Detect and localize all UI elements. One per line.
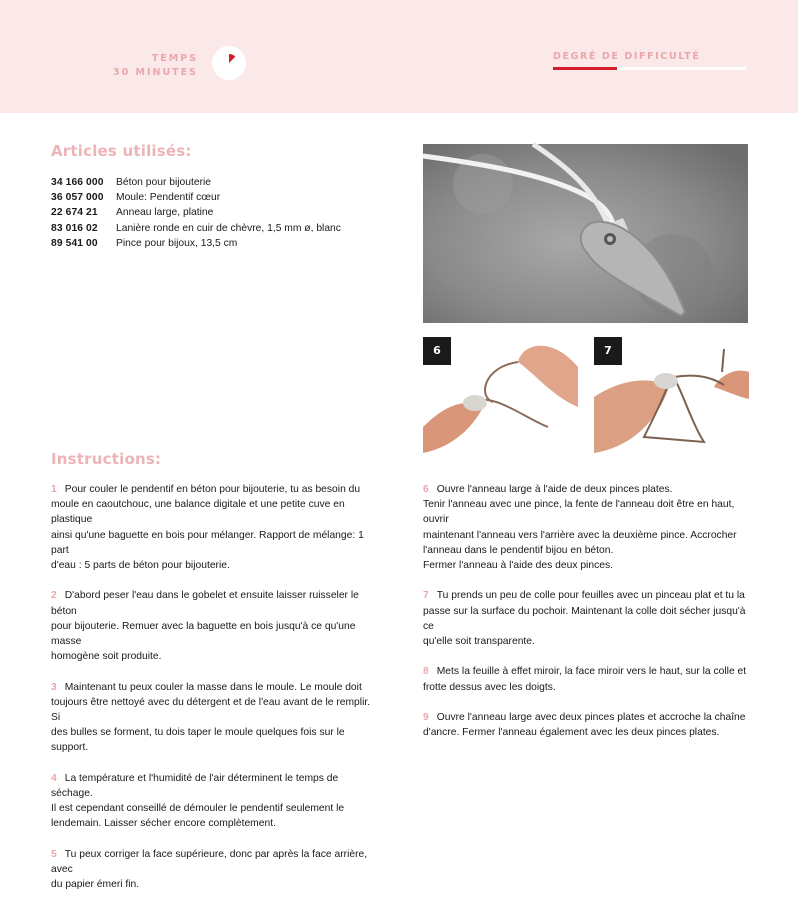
photo-step-6: [423, 337, 578, 453]
instruction-line: [423, 664, 753, 679]
step-text: D'abord peser l'eau dans le gobelet et ensuite laisser ruisseler le béton: [51, 590, 359, 617]
instructions-title: Instructions:: [51, 450, 162, 468]
instruction-line: [423, 528, 753, 543]
step-text: frotte dessus avec les doigts.: [423, 681, 556, 693]
instruction-step: [51, 588, 381, 664]
step-text: Mets la feuille à effet miroir, la face miroir vers le haut, sur la colle et: [436, 666, 747, 678]
article-name: Anneau large, platine: [116, 207, 214, 219]
step-number: 7: [423, 590, 429, 602]
instruction-line: [51, 695, 381, 725]
step-text: Tenir l'anneau avec une pince, la fente de l'anneau doit être en haut, ouvrir: [423, 499, 735, 526]
instruction-line: [51, 680, 381, 695]
instruction-line: [423, 710, 753, 725]
step-number: 3: [51, 681, 57, 693]
step-text: Pour couler le pendentif en béton pour bijouterie, tu as besoin du: [64, 484, 361, 495]
step-text: passe sur la surface du pochoir. Maintenant la colle doit sécher jusqu'à ce: [423, 605, 746, 632]
article-item: [51, 205, 341, 220]
step-text: Tu prends un peu de colle pour feuilles avec un pinceau plat et tu la: [436, 590, 745, 602]
article-name: Lanière ronde en cuir de chèvre, 1,5 mm ø, blanc: [116, 222, 341, 234]
instructions-right-column: [423, 482, 753, 756]
article-code: 22 674 21: [51, 207, 98, 219]
article-name: Pince pour bijoux, 13,5 cm: [116, 237, 238, 249]
instruction-line: [423, 725, 753, 740]
step-text: moule en caoutchouc, une balance digitale et une petite cuve en plastique: [51, 499, 345, 526]
step-text: qu'elle soit transparente.: [423, 636, 535, 648]
instruction-step: [51, 771, 381, 832]
instruction-line: [51, 588, 381, 618]
articles-title: Articles utilisés:: [51, 142, 192, 160]
step-text: Fermer l'anneau à l'aide des deux pinces.: [423, 560, 613, 572]
instruction-line: [51, 497, 381, 527]
instruction-line: [423, 604, 753, 634]
instruction-line: [423, 497, 753, 527]
instruction-line: [51, 801, 381, 816]
instructions-left-column: [51, 482, 381, 908]
step-number: 1: [51, 484, 57, 495]
instruction-line: [51, 847, 381, 877]
photo-step-7: [594, 337, 749, 453]
step-text: maintenant l'anneau vers l'arrière avec la deuxième pince. Accrocher: [423, 529, 737, 541]
step-text: l'anneau dans le pendentif bijou en béton.: [423, 544, 614, 556]
header-band: [0, 0, 798, 113]
difficulty-bar-fill: [553, 67, 617, 70]
article-code: 83 016 02: [51, 222, 98, 234]
instruction-line: [423, 558, 753, 573]
instruction-line: [423, 588, 753, 603]
time-label: TEMPS: [151, 53, 198, 64]
instruction-line: [51, 649, 381, 664]
article-code: 89 541 00: [51, 237, 98, 249]
article-item: [51, 190, 341, 205]
time-value: 30 MINUTES: [113, 67, 198, 78]
instruction-step: [423, 482, 753, 573]
instruction-step: [423, 710, 753, 740]
step-text: d'eau : 5 parts de béton pour bijouterie.: [51, 560, 230, 572]
instruction-line: [51, 877, 381, 892]
step-number: 6: [423, 484, 429, 495]
instruction-line: [51, 816, 381, 831]
instruction-step: [51, 482, 381, 573]
step-number: 8: [423, 666, 429, 678]
articles-list: [51, 175, 341, 251]
article-item: [51, 175, 341, 190]
step-text: d'ancre. Fermer l'anneau également avec les deux pinces plates.: [423, 727, 720, 739]
step-text: des bulles se forment, tu dois taper le moule quelques fois sur le support.: [51, 727, 345, 754]
instruction-step: [51, 680, 381, 756]
article-item: [51, 236, 341, 251]
instruction-line: [423, 482, 753, 497]
instruction-line: [51, 482, 381, 497]
article-item: [51, 221, 341, 236]
step-text: Ouvre l'anneau large avec deux pinces plates et accroche la chaîne: [436, 712, 746, 723]
instruction-step: [423, 664, 753, 694]
step-badge-6: 6: [423, 337, 451, 365]
instruction-line: [423, 680, 753, 695]
article-name: Béton pour bijouterie: [116, 177, 212, 188]
difficulty-bar: [553, 67, 746, 70]
step-text: homogène soit produite.: [51, 651, 162, 663]
step-text: La température et l'humidité de l'air déterminent le temps de séchage.: [51, 772, 339, 800]
article-name: Moule: Pendentif cœur: [116, 192, 221, 204]
difficulty-label: DEGRÉ DE DIFFICULTÉ: [553, 51, 701, 62]
step-number: 2: [51, 590, 57, 602]
step-text: Ouvre l'anneau large à l'aide de deux pinces plates.: [436, 484, 673, 495]
instruction-line: [51, 771, 381, 801]
time-block: [113, 52, 198, 80]
step-text: lendemain. Laisser sécher encore complètement.: [51, 818, 276, 830]
step-text: pour bijouterie. Remuer avec la baguette en bois jusqu'à ce qu'une masse: [51, 620, 356, 648]
instruction-step: [51, 847, 381, 893]
instruction-step: [423, 588, 753, 649]
clock-icon: [212, 46, 246, 80]
instruction-line: [51, 528, 381, 558]
step-text: ainsi qu'une baguette en bois pour mélanger. Rapport de mélange: 1 part: [51, 529, 364, 556]
instruction-line: [51, 619, 381, 649]
article-code: 34 166 000: [51, 177, 104, 188]
step-number: 5: [51, 848, 57, 860]
article-code: 36 057 000: [51, 192, 104, 204]
photo-heart-pendant: [423, 144, 748, 323]
step-text: du papier émeri fin.: [51, 879, 140, 891]
step-badge-7: 7: [594, 337, 622, 365]
instruction-line: [423, 634, 753, 649]
step-text: Tu peux corriger la face supérieure, donc par après la face arrière, avec: [51, 848, 368, 876]
step-text: toujours être nettoyé avec du détergent et de l'eau avant de le remplir. Si: [51, 696, 371, 724]
step-number: 4: [51, 772, 57, 784]
time-wedge: [229, 54, 235, 63]
step-text: Maintenant tu peux couler la masse dans le moule. Le moule doit: [64, 681, 362, 693]
instruction-line: [51, 558, 381, 573]
step-text: Il est cependant conseillé de démouler le pendentif seulement le: [51, 803, 345, 815]
instruction-line: [51, 725, 381, 755]
step-number: 9: [423, 712, 429, 723]
instruction-line: [423, 543, 753, 558]
